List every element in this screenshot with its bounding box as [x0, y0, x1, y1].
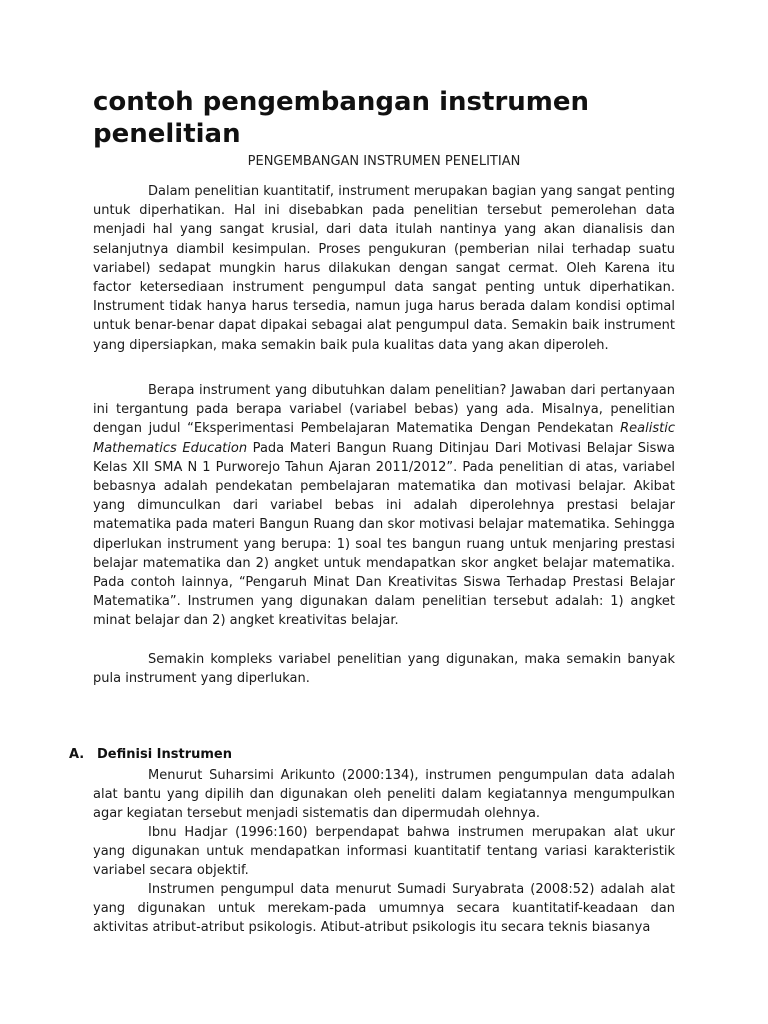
definition-paragraph-1 — [93, 766, 675, 824]
section-a-marker: A. — [69, 747, 85, 762]
intro-paragraph-1 — [93, 182, 675, 355]
definition-paragraph-3-text: Instrumen pengumpul data menurut Sumadi Suryabrata (2008:52) adalah alat yang digunakan untuk merekam-pada umumnya secara kuantitatif-keadaan dan aktivitas atribut-atribut psikologis. Atibut-atribut psikologis itu secara teknis biasanya — [93, 882, 675, 936]
document-title: contoh pengembangan instrumen penelitian — [93, 87, 590, 149]
intro-paragraph-1-text: Dalam penelitian kuantitatif, instrument merupakan bagian yang sangat penting untuk diperhatikan. Hal ini disebabkan pada penelitian tersebut pemerolehan data menjadi hal yang sangat krusial, dari data itulah nantinya yang akan dianalisis dan selanjutnya diambil kesimpulan. Proses pengukuran (pemberian nilai terhadap suatu variabel) sedapat mungkin harus dilakukan dengan sangat cermat. Oleh Karena itu factor ketersediaan instrument pengumpul data sangat penting untuk diperhatikan. Instrument tidak hanya harus tersedia, namun juga harus berada dalam kondisi optimal untuk benar-benar dapat dipakai sebagai alat pengumpul data. Semakin baik instrument yang dipersiapkan, maka semakin baik pula kualitas data yang akan diperoleh. — [93, 184, 675, 353]
intro-paragraph-3-text: Semakin kompleks variabel penelitian yang digunakan, maka semakin banyak pula instrument yang diperlukan. — [93, 652, 675, 687]
section-a-title: Definisi Instrumen — [97, 747, 233, 762]
definition-paragraph-1-text: Menurut Suharsimi Arikunto (2000:134), instrumen pengumpulan data adalah alat bantu yang dipilih dan digunakan oleh peneliti dalam kegiatannya mengumpulkan agar kegiatan tersebut menjadi sistematis dan dipermudah olehnya. — [93, 768, 675, 822]
definition-paragraph-2-text: Ibnu Hadjar (1996:160) berpendapat bahwa instrumen merupakan alat ukur yang digunakan untuk mendapatkan informasi kuantitatif tentang variasi karakteristik variabel secara objektif. — [93, 825, 675, 879]
document-subtitle: PENGEMBANGAN INSTRUMEN PENELITIAN — [247, 154, 521, 169]
intro-paragraph-2-text: Berapa instrument yang dibutuhkan dalam penelitian? Jawaban dari pertanyaan ini tergantung pada berapa variabel (variabel bebas) yang ada. Misalnya, penelitian dengan judul “Eksperimentasi Pembelajaran Matematika Dengan Pendekatan — [93, 383, 675, 437]
section-a-heading — [69, 745, 232, 764]
definition-paragraph-3 — [93, 880, 675, 938]
intro-paragraph-2-italic: Realistic Mathematics Education — [93, 421, 675, 456]
intro-paragraph-2-text-after: Pada Materi Bangun Ruang Ditinjau Dari Motivasi Belajar Siswa Kelas XII SMA N 1 Purworejo Tahun Ajaran 2011/2012”. Pada penelitian di atas, variabel bebasnya adalah pendekatan pembelajaran matematika dan motivasi belajar. Akibat yang dimunculkan dari variabel bebas ini adalah diperolehnya prestasi belajar matematika pada materi Bangun Ruang dan skor motivasi belajar matematika. Sehingga diperlukan instrument yang berupa: 1) soal tes bangun ruang untuk menjaring prestasi belajar matematika dan 2) angket untuk mendapatkan skor angket belajar matematika. Pada contoh lainnya, “Pengaruh Minat Dan Kreativitas Siswa Terhadap Prestasi Belajar Matematika”. Instrumen yang digunakan dalam penelitian tersebut adalah: 1) angket minat belajar dan 2) angket kreativitas belajar. — [93, 440, 675, 629]
intro-paragraph-2 — [93, 381, 675, 631]
intro-paragraph-3 — [93, 650, 675, 688]
definition-paragraph-2 — [93, 823, 675, 881]
